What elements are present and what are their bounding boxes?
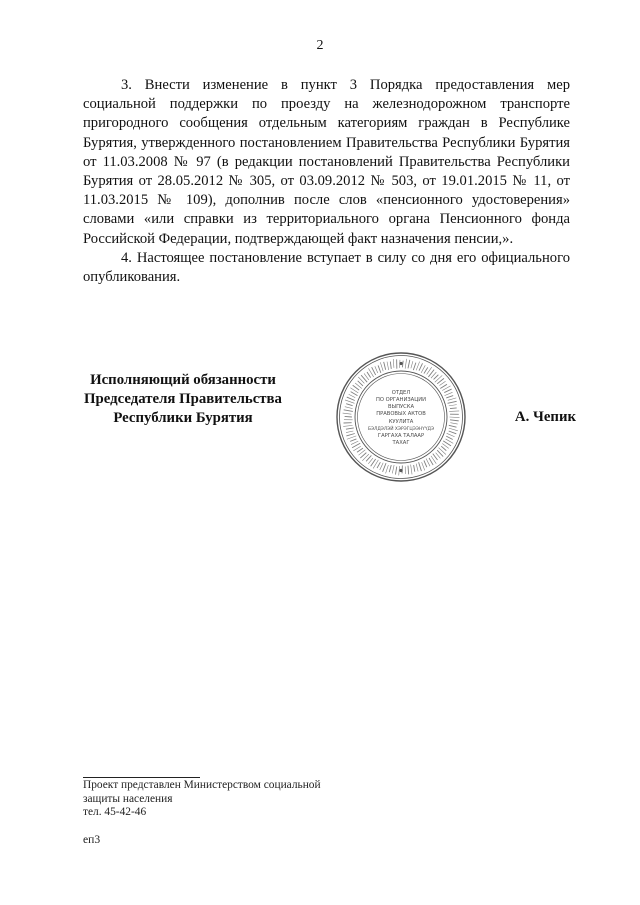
seal-ring-lettering: [384, 362, 386, 370]
seal-ring-lettering: [346, 428, 354, 429]
seal-ring-lettering: [387, 362, 389, 370]
seal-ring-lettering: [380, 463, 383, 470]
seal-ring-lettering: [416, 464, 418, 472]
seal-ring-lettering: [344, 410, 353, 412]
seal-ring-lettering: [449, 405, 457, 406]
seal-ring-lettering: [446, 396, 453, 398]
seal-inner-line: ТАХАГ: [392, 440, 410, 446]
seal-ring-lettering: [426, 459, 430, 467]
seal-ring-lettering: [439, 448, 446, 455]
seal-ring-lettering: [351, 392, 358, 396]
seal-ring-lettering: [411, 361, 413, 368]
seal-ring-lettering: [422, 462, 425, 470]
seal-ring-lettering: [414, 465, 415, 472]
seal-ring-lettering: [449, 428, 458, 431]
seal-ring-lettering: [450, 408, 457, 409]
seal-ring-lettering: [419, 363, 422, 370]
seal-inner-line: ПО ОРГАНИЗАЦИИ: [375, 397, 427, 403]
official-seal-stamp: [334, 350, 468, 484]
seal-ring-lettering: [393, 359, 394, 368]
seal-inner-line: ПРАВОВЫХ АКТОВ: [376, 411, 426, 417]
seal-ring-lettering: [349, 394, 356, 397]
footnote-line-2: защиты населения: [83, 792, 173, 805]
seal-ring-lettering: [346, 434, 354, 436]
seal-ring-lettering: [416, 362, 419, 371]
signatory-title-line-2: Председателя Правительства: [84, 391, 282, 407]
signatory-title-line-3: Республики Бурятия: [113, 410, 253, 426]
seal-ring-lettering: [449, 411, 459, 412]
signatory-title-line-1: Исполняющий обязанности: [90, 372, 276, 388]
seal-ring-lettering: [445, 392, 453, 395]
signatory-name: А. Чепик: [514, 409, 576, 425]
seal-ring-lettering: [367, 372, 371, 378]
signatory-title: [76, 371, 290, 428]
seal-ring-lettering: [419, 462, 422, 471]
seal-ring-lettering: [368, 458, 373, 464]
seal-ring-lettering: [402, 361, 403, 368]
seal-ring-lettering: [450, 420, 459, 421]
seal-ring-lettering: [405, 359, 406, 369]
seal-ring-lettering: [440, 384, 447, 388]
seal-ring-lettering: [386, 465, 389, 473]
seal-ring-lettering: [408, 466, 409, 475]
seal-ring-lettering: [424, 460, 427, 467]
seal-ring-lettering: [358, 381, 363, 386]
seal-ring-lettering: [346, 404, 352, 406]
seal-ring-lettering: [444, 389, 451, 392]
seal-star-mark: [399, 362, 402, 365]
seal-ring-lettering: [377, 462, 380, 468]
seal-ring-lettering: [450, 417, 460, 418]
seal-ring-lettering: [436, 453, 441, 459]
seal-inner-line: ОТДЕЛ: [391, 390, 411, 396]
footnote-divider: [83, 777, 200, 778]
seal-ring-lettering: [350, 439, 356, 441]
seal-star-mark: [399, 469, 402, 472]
seal-ring-lettering: [392, 465, 394, 473]
seal-ring-lettering: [375, 366, 378, 373]
seal-ring-lettering: [343, 425, 352, 426]
seal-ring-lettering: [411, 465, 412, 475]
seal-ring-lettering: [351, 441, 358, 444]
seal-inner-line: КУУЛИТА: [388, 419, 414, 425]
seal-ring-lettering: [424, 367, 428, 373]
footnote-line-3: тел. 45-42-46: [83, 806, 147, 819]
seal-ring-lettering: [448, 401, 457, 403]
seal-inner-line: ВЫПУСКА: [387, 404, 415, 410]
seal-ring-lettering: [389, 465, 391, 472]
footnote: [83, 779, 321, 820]
seal-ring-lettering: [439, 381, 445, 385]
seal-ring-lettering: [447, 433, 455, 436]
seal-ring-lettering: [449, 425, 457, 427]
seal-ring-lettering: [347, 436, 356, 439]
seal-ring-lettering: [345, 407, 353, 409]
seal-ring-lettering: [446, 436, 453, 439]
seal-ring-lettering: [448, 398, 456, 400]
seal-inner-line: БЭЛДЭЛЭЙ ХЭРЭГЦЭЭНҮҮДЭ: [367, 427, 435, 432]
seal-ring-lettering: [408, 360, 410, 369]
footnote-line-1: Проект представлен Министерством социальной: [83, 779, 321, 791]
seal-ring-lettering: [343, 413, 352, 414]
paragraph-item-4: 4. Настоящее постановление вступает в силу со дня его официального опубликования.: [83, 250, 570, 286]
seal-ring-lettering: [345, 400, 354, 403]
seal-ring-lettering: [449, 431, 457, 434]
seal-ring-lettering: [378, 365, 381, 372]
seal-ring-lettering: [353, 385, 360, 390]
seal-inner-line: ГАРГАХА ТАЛААР: [377, 433, 425, 439]
seal-ring-lettering: [413, 363, 416, 370]
seal-ring-lettering: [429, 458, 433, 465]
document-code: еп3: [83, 833, 101, 846]
seal-ring-lettering: [434, 375, 439, 380]
page-number: 2: [316, 38, 324, 53]
seal-ring-lettering: [346, 431, 353, 433]
seal-ring-lettering: [345, 416, 352, 417]
seal-ring-lettering: [450, 423, 457, 424]
seal-ring-lettering: [372, 367, 376, 375]
seal-ring-lettering: [390, 362, 391, 369]
seal-ring-lettering: [441, 446, 446, 450]
seal-ring-lettering: [347, 397, 355, 400]
seal-ring-lettering: [383, 463, 386, 472]
seal-ring-lettering: [395, 467, 396, 475]
paragraph-item-3: 3. Внести изменение в пункт 3 Порядка предоставления мер социальной поддержки по проезду на железнодорожном транспорте пригородного сообщения отдельным категориям граждан в Республике Бурятия, утвержденного постановлением Правительства Республики Бурятия от 11.03.2008 № 97 (в редакции постановлений Правительства Республики Бурятия от 28.05.2012 № 305, от 03.09.2012 № 503, от 19.01.2015 № 11, от 11.03.2015 № 109), дополнив после слов «пенсионного удостоверения» словами «или справки из территориального органа Пенсионного фонда Российской Федерации, подтверждающей факт назначения пенсии,».: [83, 77, 570, 247]
seal-ring-lettering: [357, 448, 363, 452]
seal-ring-lettering: [380, 362, 383, 371]
